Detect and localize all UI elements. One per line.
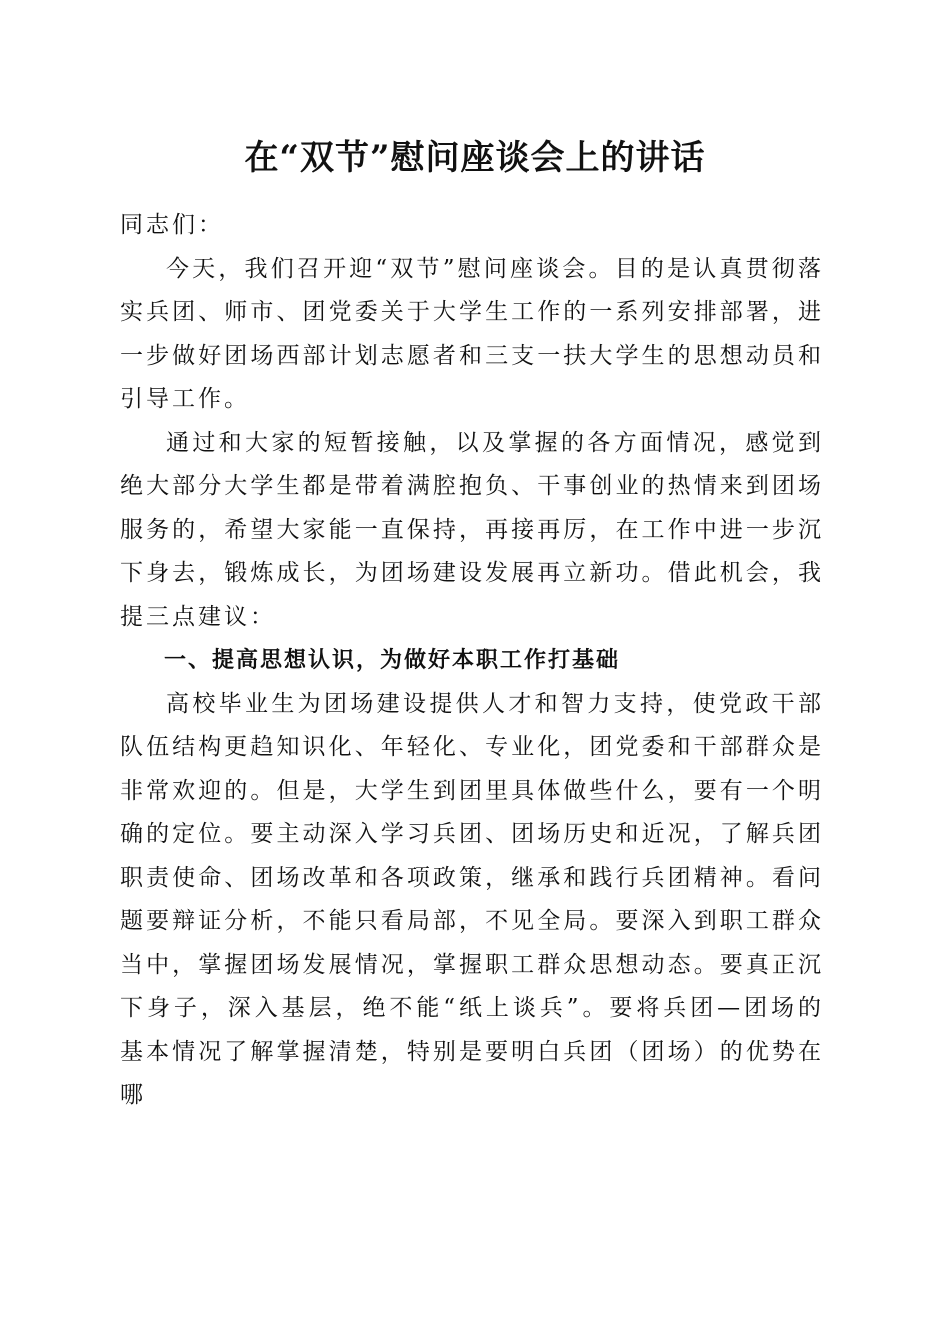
salutation: 同志们： xyxy=(120,212,224,238)
document-title: 在“双节”慰问座谈会上的讲话 xyxy=(244,138,706,178)
paragraph-suggestions-intro: 通过和大家的短暂接触，以及掌握的各方面情况，感觉到绝大部分大学生都是带着满腔抱负、干事创业的热情来到团场服务的，希望大家能一直保持，再接再厉，在工作中进一步沉下身去，锻炼成长，为团场建设发展再立新功。借此机会，我提三点建议： xyxy=(120,429,824,630)
document-body xyxy=(120,204,824,1118)
section-heading-1: 一、提高思想认识，为做好本职工作打基础 xyxy=(164,648,621,673)
section-1-paragraph: 高校毕业生为团场建设提供人才和智力支持，使党政干部队伍结构更趋知识化、年轻化、专业化，团党委和干部群众是非常欢迎的。但是，大学生到团里具体做些什么，要有一个明确的定位。要主动深入学习兵团、团场历史和近况，了解兵团职责使命、团场改革和各项政策，继承和践行兵团精神。看问题要辩证分析，不能只看局部，不见全局。要深入到职工群众当中，掌握团场发展情况，掌握职工群众思想动态。要真正沉下身子，深入基层，绝不能“纸上谈兵”。要将兵团—团场的基本情况了解掌握清楚，特别是要明白兵团（团场）的优势在哪 xyxy=(120,690,824,1108)
paragraph-opening: 今天，我们召开迎“双节”慰问座谈会。目的是认真贯彻落实兵团、师市、团党委关于大学生工作的一系列安排部署，进一步做好团场西部计划志愿者和三支一扶大学生的思想动员和引导工作。 xyxy=(120,255,824,412)
